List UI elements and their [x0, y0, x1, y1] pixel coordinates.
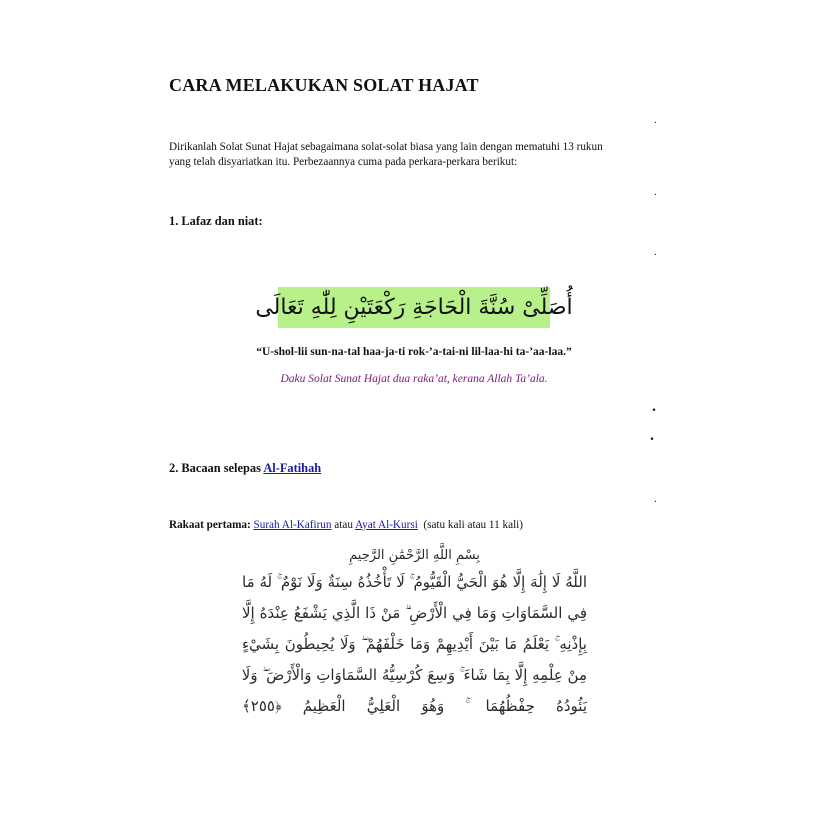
section-2-heading-text: 2. Bacaan selepas: [169, 461, 264, 475]
separator-dot: .: [652, 398, 656, 415]
niat-transliteration: “U-shol-lii sun-na-tal haa-ja-ti rok-’a-tai-ni lil-laa-hi ta-’aa-laa.”: [256, 346, 572, 358]
separator-dot: .: [654, 493, 657, 505]
repetition-note: (satu kali atau 11 kali): [423, 519, 524, 531]
document-title: CARA MELAKUKAN SOLAT HAJAT: [169, 75, 479, 95]
intro-line: Dirikanlah Solat Sunat Hajat sebagaimana solat-solat biasa yang lain dengan mematuhi 13 rukun: [169, 141, 603, 153]
verse-line: بِإِذْنِهِ ۚ يَعْلَمُ مَا بَيْنَ أَيْدِيهِمْ وَمَا خَلْفَهُمْ ۖ وَلَا يُحِيطُونَ بِشَيْءٍ: [242, 635, 587, 653]
intro-paragraph: [169, 140, 661, 170]
rakaat-pertama-label: Rakaat pertama:: [169, 519, 251, 531]
ayat-al-kursi-link[interactable]: Ayat Al-Kursi: [355, 519, 418, 531]
section-2-heading: [169, 461, 321, 476]
surah-al-kafirun-link[interactable]: Surah Al-Kafirun: [253, 519, 332, 531]
niat-meaning: Daku Solat Sunat Hajat dua raka’at, kerana Allah Ta’ala.: [280, 373, 548, 385]
rakaat-pertama-line: [169, 519, 523, 531]
al-fatihah-link[interactable]: Al-Fatihah: [263, 461, 322, 475]
separator-dot: .: [650, 427, 654, 444]
verse-line: اللَّهُ لَا إِلَٰهَ إِلَّا هُوَ الْحَيُّ الْقَيُّومُ ۚ لَا تَأْخُذُهُ سِنَةٌ وَلَا نَوْمٌ ۚ لَهُ مَا: [242, 573, 587, 591]
connector-text: atau: [334, 519, 353, 531]
verse-line: فِي السَّمَاوَاتِ وَمَا فِي الْأَرْضِ ۗ مَنْ ذَا الَّذِي يَشْفَعُ عِنْدَهُ إِلَّا: [242, 604, 587, 622]
section-1-heading: 1. Lafaz dan niat:: [169, 214, 263, 228]
separator-dot: .: [654, 246, 657, 258]
separator-dot: .: [654, 186, 657, 198]
separator-dot: .: [654, 114, 657, 126]
verse-line: يَئُودُهُ حِفْظُهُمَا ۚ وَهُوَ الْعَلِيُّ الْعَظِيمُ ﴿٢٥٥﴾: [242, 697, 587, 715]
intro-line: yang telah disyariatkan itu. Perbezaannya cuma pada perkara-perkara berikut:: [169, 156, 518, 168]
ayat-al-kursi-image: [242, 545, 587, 745]
verse-line: مِنْ عِلْمِهِ إِلَّا بِمَا شَاءَ ۚ وَسِعَ كُرْسِيُّهُ السَّمَاوَاتِ وَالْأَرْضَ ۖ وَلَا: [241, 666, 587, 684]
niat-arabic-image: أُصَلِّىْ سُنَّةَ الْحَاجَةِ رَكْعَتَيْنِ لِلّٰهِ تَعَالَى: [278, 287, 550, 328]
basmalah: بِسْمِ اللَّهِ الرَّحْمَٰنِ الرَّحِيمِ: [349, 548, 480, 563]
